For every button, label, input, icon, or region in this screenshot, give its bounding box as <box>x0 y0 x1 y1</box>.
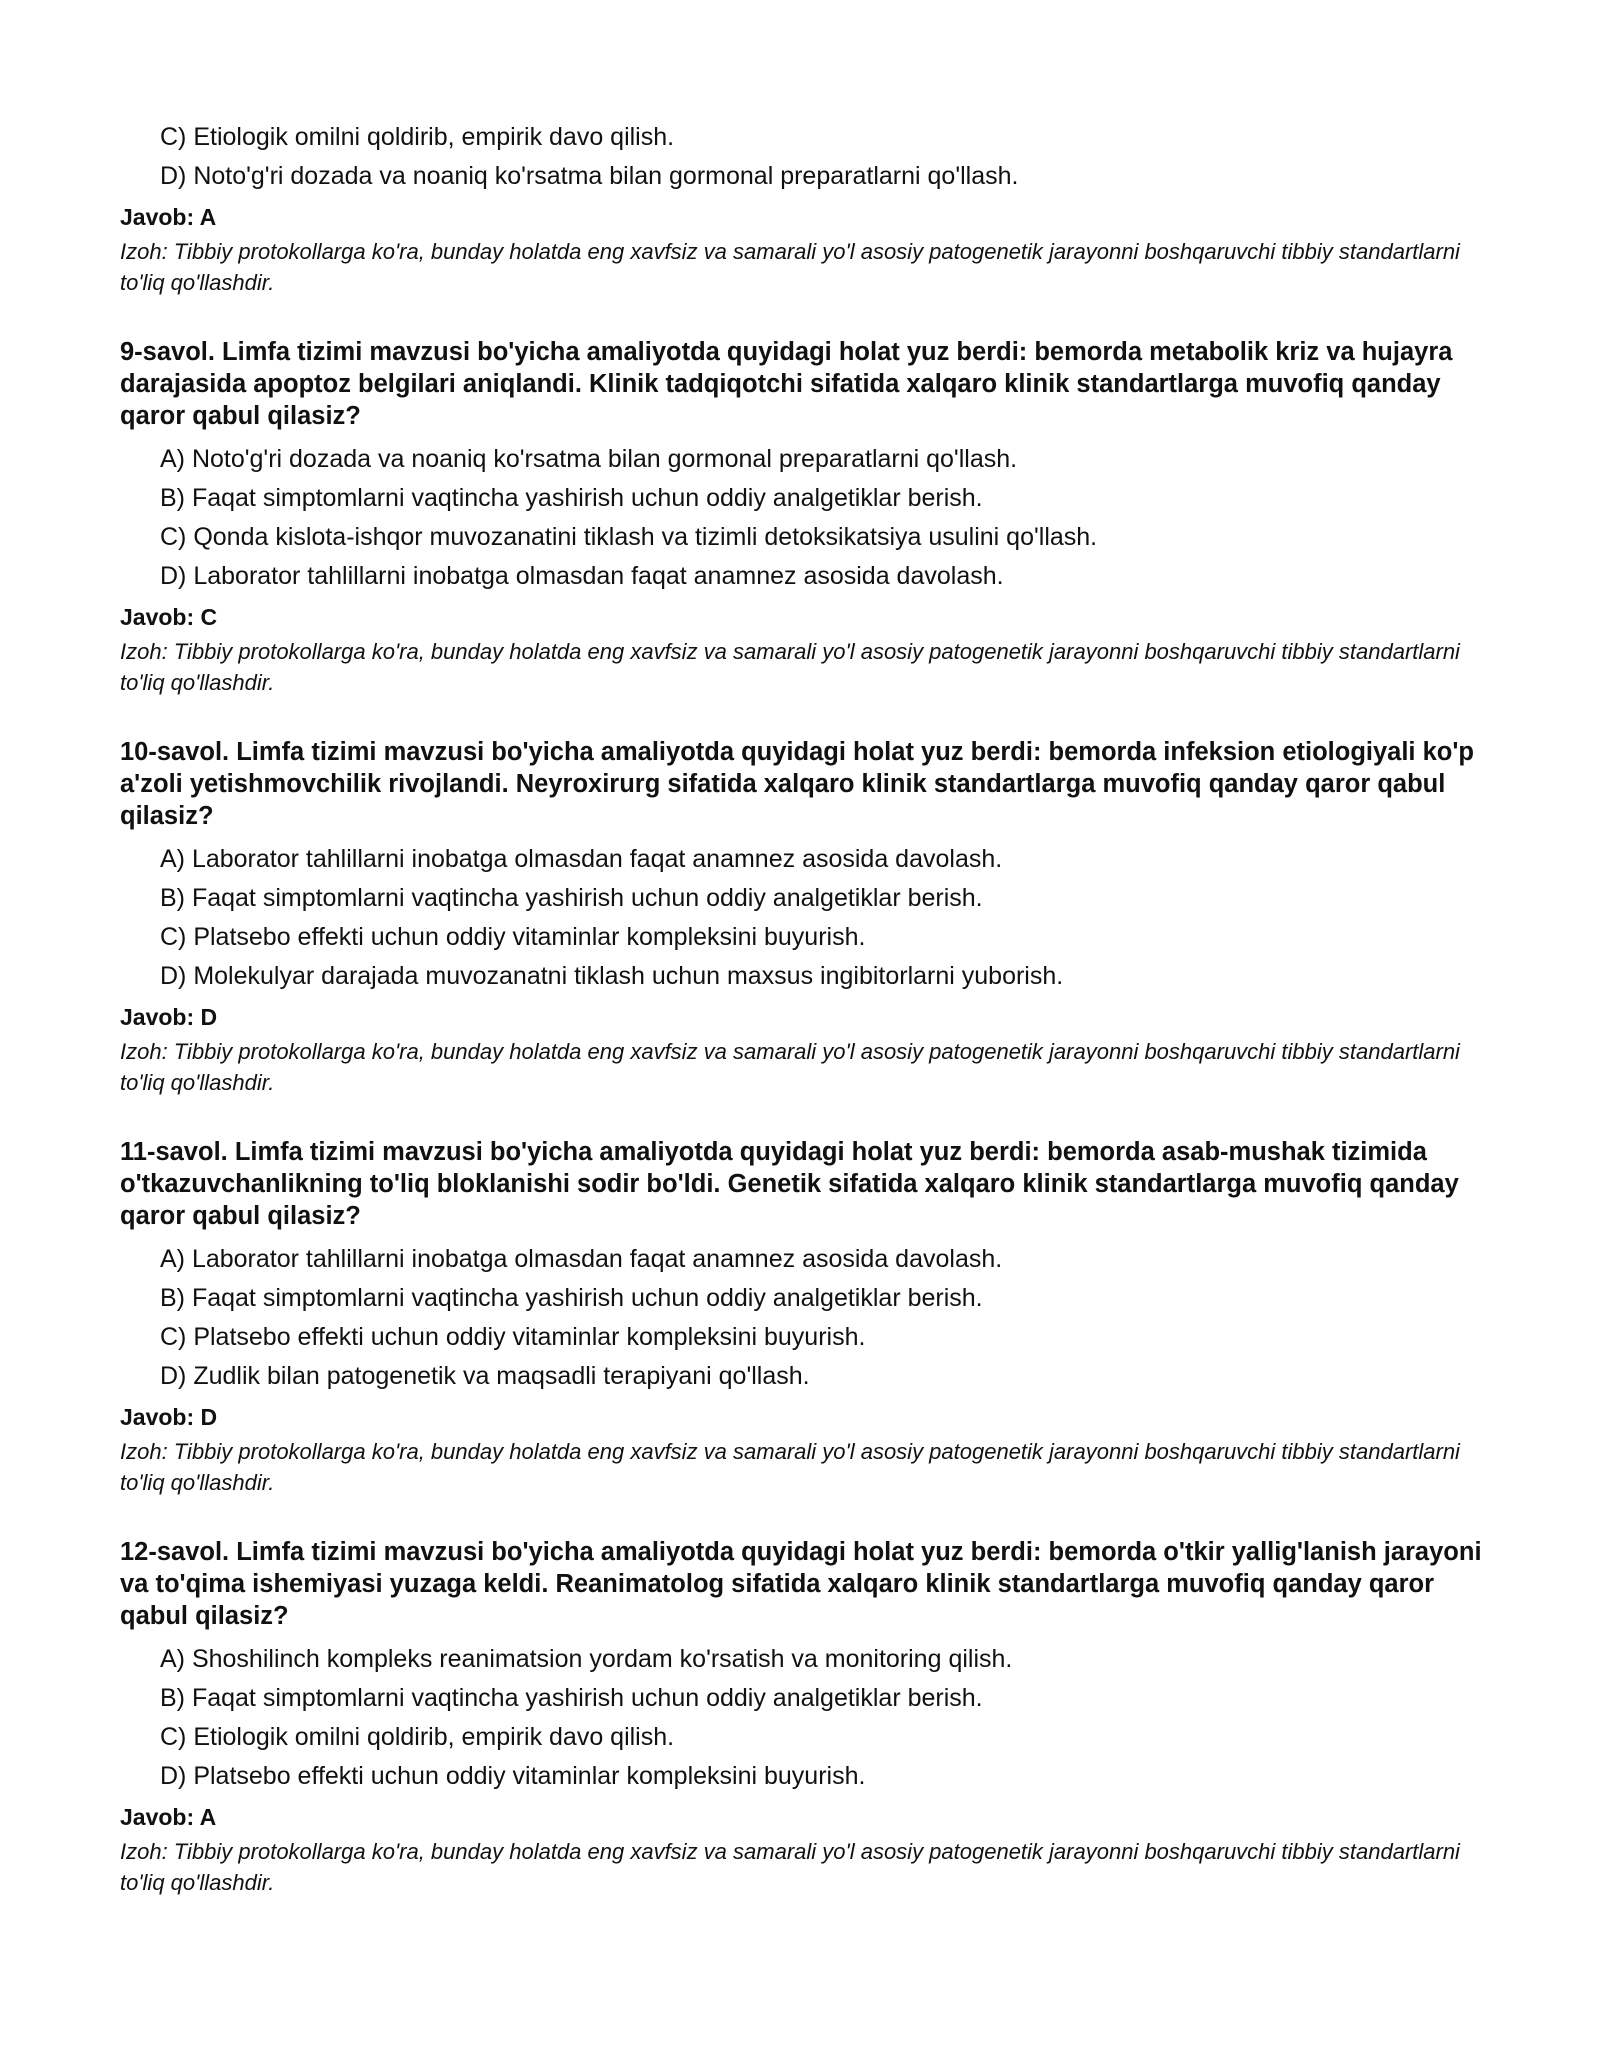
option-d: D) Platsebo effekti uchun oddiy vitaminlar kompleksini buyurish. <box>160 1762 866 1790</box>
question-10 <box>120 736 1500 1098</box>
explanation-note: Izoh: Tibbiy protokollarga ko'ra, bunday holatda eng xavfsiz va samarali yo'l asosiy patogenetik jarayonni boshqaruvchi tibbiy standartlarni to'liq qo'llashdir. <box>120 1439 1460 1495</box>
option-c: C) Etiologik omilni qoldirib, empirik davo qilish. <box>160 1723 675 1751</box>
answer-label: Javob: A <box>120 1804 217 1830</box>
option-c: C) Platsebo effekti uchun oddiy vitaminlar kompleksini buyurish. <box>160 923 866 951</box>
option-a: A) Shoshilinch kompleks reanimatsion yordam ko'rsatish va monitoring qilish. <box>160 1645 1013 1673</box>
answer-label: Javob: C <box>120 604 218 630</box>
answer-label: Javob: D <box>120 1404 218 1430</box>
option-b: B) Faqat simptomlarni vaqtincha yashirish uchun oddiy analgetiklar berish. <box>160 884 983 912</box>
explanation-note: Izoh: Tibbiy protokollarga ko'ra, bunday holatda eng xavfsiz va samarali yo'l asosiy patogenetik jarayonni boshqaruvchi tibbiy standartlarni to'liq qo'llashdir. <box>120 639 1460 695</box>
option-b: B) Faqat simptomlarni vaqtincha yashirish uchun oddiy analgetiklar berish. <box>160 484 983 512</box>
question-8-tail <box>120 118 1500 298</box>
question-text: 9-savol. Limfa tizimi mavzusi bo'yicha amaliyotda quyidagi holat yuz berdi: bemorda metabolik kriz va hujayra darajasida apoptoz belgilari aniqlandi. Klinik tadqiqotchi sifatida xalqaro klinik standartlarga muvofiq qanday qaror qabul qilasiz? <box>120 338 1453 430</box>
option-d: D) Noto'g'ri dozada va noaniq ko'rsatma bilan gormonal preparatlarni qo'llash. <box>160 162 1019 190</box>
option-a: A) Laborator tahlillarni inobatga olmasdan faqat anamnez asosida davolash. <box>160 1245 1003 1273</box>
explanation-note: Izoh: Tibbiy protokollarga ko'ra, bunday holatda eng xavfsiz va samarali yo'l asosiy patogenetik jarayonni boshqaruvchi tibbiy standartlarni to'liq qo'llashdir. <box>120 1839 1460 1895</box>
option-d: D) Molekulyar darajada muvozanatni tiklash uchun maxsus ingibitorlarni yuborish. <box>160 962 1064 990</box>
explanation-note: Izoh: Tibbiy protokollarga ko'ra, bunday holatda eng xavfsiz va samarali yo'l asosiy patogenetik jarayonni boshqaruvchi tibbiy standartlarni to'liq qo'llashdir. <box>120 1039 1460 1095</box>
option-c: C) Etiologik omilni qoldirib, empirik davo qilish. <box>160 123 675 151</box>
option-c: C) Platsebo effekti uchun oddiy vitaminlar kompleksini buyurish. <box>160 1323 866 1351</box>
question-11 <box>120 1136 1500 1498</box>
question-text: 11-savol. Limfa tizimi mavzusi bo'yicha amaliyotda quyidagi holat yuz berdi: bemorda asab-mushak tizimida o'tkazuvchanlikning to'liq bloklanishi sodir bo'ldi. Genetik sifatida xalqaro klinik standartlarga muvofiq qanday qaror qabul qilasiz? <box>120 1138 1459 1230</box>
question-text: 12-savol. Limfa tizimi mavzusi bo'yicha amaliyotda quyidagi holat yuz berdi: bemorda o'tkir yallig'lanish jarayoni va to'qima ishemiyasi yuzaga keldi. Reanimatolog sifatida xalqaro klinik standartlarga muvofiq qanday qaror qabul qilasiz? <box>120 1538 1482 1630</box>
document-page <box>120 118 1500 1898</box>
question-9 <box>120 336 1500 698</box>
option-d: D) Laborator tahlillarni inobatga olmasdan faqat anamnez asosida davolash. <box>160 562 1004 590</box>
option-d: D) Zudlik bilan patogenetik va maqsadli terapiyani qo'llash. <box>160 1362 810 1390</box>
option-a: A) Noto'g'ri dozada va noaniq ko'rsatma bilan gormonal preparatlarni qo'llash. <box>160 445 1018 473</box>
option-b: B) Faqat simptomlarni vaqtincha yashirish uchun oddiy analgetiklar berish. <box>160 1284 983 1312</box>
option-a: A) Laborator tahlillarni inobatga olmasdan faqat anamnez asosida davolash. <box>160 845 1003 873</box>
explanation-note: Izoh: Tibbiy protokollarga ko'ra, bunday holatda eng xavfsiz va samarali yo'l asosiy patogenetik jarayonni boshqaruvchi tibbiy standartlarni to'liq qo'llashdir. <box>120 239 1460 295</box>
question-text: 10-savol. Limfa tizimi mavzusi bo'yicha amaliyotda quyidagi holat yuz berdi: bemorda infeksion etiologiyali ko'p a'zoli yetishmovchilik rivojlandi. Neyroxirurg sifatida xalqaro klinik standartlarga muvofiq qanday qaror qabul qilasiz? <box>120 738 1475 830</box>
answer-label: Javob: D <box>120 1004 218 1030</box>
option-c: C) Qonda kislota-ishqor muvozanatini tiklash va tizimli detoksikatsiya usulini qo'llash. <box>160 523 1098 551</box>
question-12 <box>120 1536 1500 1898</box>
answer-label: Javob: A <box>120 204 217 230</box>
option-b: B) Faqat simptomlarni vaqtincha yashirish uchun oddiy analgetiklar berish. <box>160 1684 983 1712</box>
